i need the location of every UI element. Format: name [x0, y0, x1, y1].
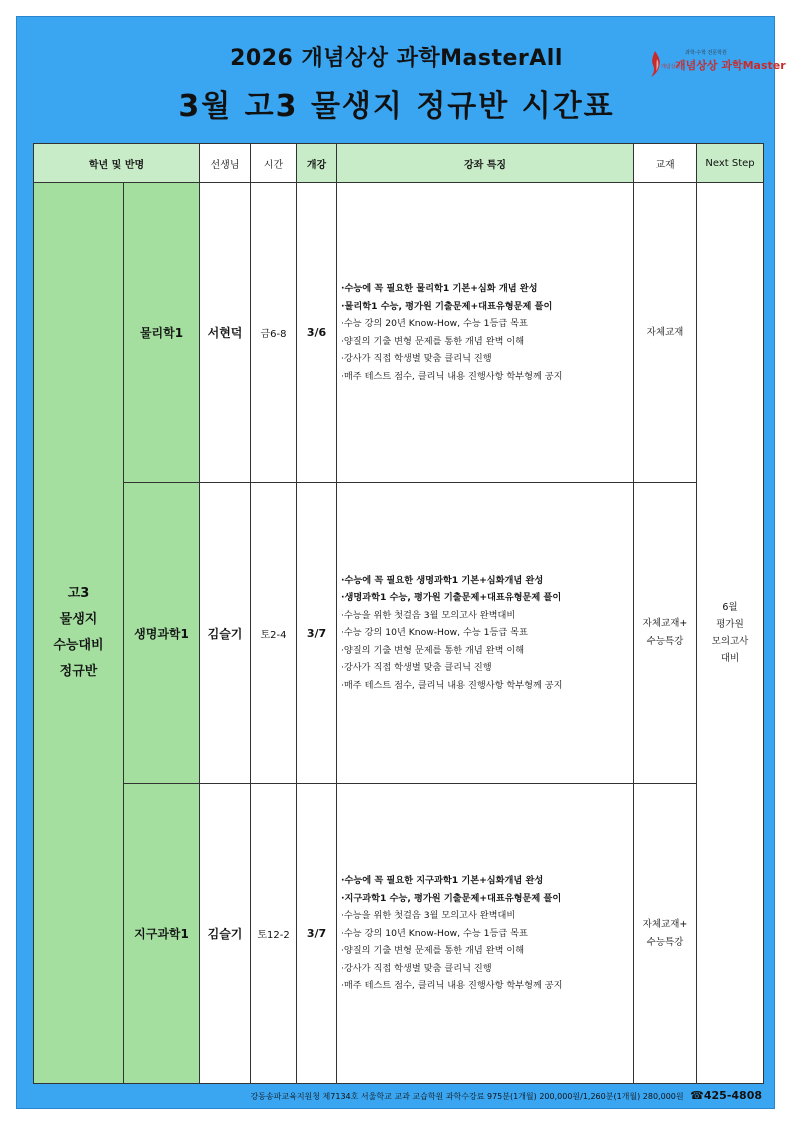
logo-tagline: 과학·수학 전문학원: [685, 50, 727, 56]
textbook-cell: [634, 183, 697, 483]
footer-info: [17, 1089, 762, 1102]
grade-line: 고3: [67, 586, 90, 601]
table-row: [34, 483, 764, 784]
textbook-line: 자체교재+: [642, 918, 688, 930]
feature-line: ·매주 테스트 점수, 클리닉 내용 진행사항 학부형께 공지: [341, 980, 563, 992]
feature-line: ·생명과학1 수능, 평가원 기출문제+대표유형문제 풀이: [341, 592, 562, 604]
teacher-cell: 김슬기: [200, 784, 251, 1084]
feature-line: ·수능 강의 10년 Know-How, 수능 1등급 목표: [341, 927, 528, 939]
header-textbook: 교재: [634, 144, 697, 183]
next-step-line: 평가원: [716, 619, 744, 630]
logo-text: 개념상상 과학Master: [675, 59, 786, 72]
next-step-line: 대비: [720, 653, 740, 664]
feature-line: ·수능 강의 20년 Know-How, 수능 1등급 목표: [341, 318, 528, 329]
textbook-cell: [634, 784, 697, 1084]
feature-line: ·수능에 꼭 필요한 생명과학1 기본+심화개념 완성: [341, 574, 544, 586]
subject-cell: 지구과학1: [124, 784, 200, 1084]
feature-line: ·수능 강의 10년 Know-How, 수능 1등급 목표: [341, 627, 528, 639]
feature-line: ·매주 테스트 점수, 클리닉 내용 진행사항 학부형께 공지: [341, 679, 563, 691]
time-cell: 토2-4: [251, 483, 297, 784]
teacher-cell: 서현덕: [200, 183, 251, 483]
start-date-cell: 3/7: [297, 784, 337, 1084]
feature-line: ·양질의 기출 변형 문제를 통한 개념 완벽 이해: [341, 335, 525, 347]
footer-registration-text: 강동송파교육지원청 제7134호 서울학교 교과 교습학원 과학수강료 975분(1개월) 200,000원/1,260분(1개월) 280,000원: [250, 1092, 684, 1101]
textbook-line: 자체교재+: [642, 618, 688, 629]
feature-line: ·강사가 직접 학생별 맞춤 클리닉 진행: [341, 962, 492, 974]
feature-line: ·양질의 기출 변형 문제를 통한 개념 완벽 이해: [341, 945, 525, 957]
header-teacher: 선생님: [200, 144, 251, 183]
table-header-row: [34, 144, 764, 183]
next-step-line: 6월: [722, 602, 738, 613]
feature-line: ·지구과학1 수능, 평가원 기출문제+대표유형문제 풀이: [341, 892, 562, 904]
logo-small-text: 개념상상: [661, 64, 681, 70]
header-time: 시간: [251, 144, 297, 183]
grade-line: 물생지: [59, 612, 98, 627]
next-step-line: 모의고사: [711, 636, 749, 647]
footer-phone: ☎425-4808: [690, 1089, 762, 1102]
feature-line: ·수능을 위한 첫걸음 3월 모의고사 완벽대비: [341, 609, 516, 621]
grade-class-cell: [34, 183, 124, 1084]
page-frame: [16, 16, 786, 1109]
textbook-line: 수능특강: [646, 636, 684, 647]
brand-logo: [647, 47, 786, 81]
feature-line: ·매주 테스트 점수, 클리닉 내용 진행사항 학부형께 공지: [341, 370, 563, 382]
grade-line: 수능대비: [53, 638, 104, 653]
textbook-line: 수능특강: [646, 936, 684, 948]
header-grade-class: 학년 및 반명: [34, 144, 200, 183]
header-start: 개강: [297, 144, 337, 183]
schedule-table: [33, 143, 764, 1084]
feature-line: ·강사가 직접 학생별 맞춤 클리닉 진행: [341, 353, 492, 364]
time-cell: 금6-8: [251, 183, 297, 483]
next-step-cell: [697, 183, 764, 1084]
feature-line: ·수능에 꼭 필요한 지구과학1 기본+심화개념 완성: [341, 875, 544, 887]
subject-cell: 물리학1: [124, 183, 200, 483]
header-next-step: Next Step: [697, 144, 764, 183]
title-top: 2026 개념상상 과학MasterAll: [230, 46, 563, 71]
title-main: 3월 고3 물생지 정규반 시간표: [178, 89, 615, 124]
start-date-cell: 3/7: [297, 483, 337, 784]
features-cell: [337, 183, 634, 483]
table-row: [34, 784, 764, 1084]
start-date-cell: 3/6: [297, 183, 337, 483]
feature-line: ·강사가 직접 학생별 맞춤 클리닉 진행: [341, 662, 492, 674]
feature-line: ·수능을 위한 첫걸음 3월 모의고사 완벽대비: [341, 910, 516, 922]
table-row: [34, 183, 764, 483]
header-features: 강좌 특징: [337, 144, 634, 183]
teacher-cell: 김슬기: [200, 483, 251, 784]
features-cell: [337, 784, 634, 1084]
feature-line: ·수능에 꼭 필요한 물리학1 기본+심화 개념 완성: [341, 283, 538, 294]
features-cell: [337, 483, 634, 784]
feature-line: ·물리학1 수능, 평가원 기출문제+대표유형문제 풀이: [341, 300, 553, 312]
time-cell: 토12-2: [251, 784, 297, 1084]
subject-cell: 생명과학1: [124, 483, 200, 784]
textbook-line: 자체교재: [646, 326, 684, 338]
feature-line: ·양질의 기출 변형 문제를 통한 개념 완벽 이해: [341, 644, 525, 656]
grade-line: 정규반: [59, 664, 98, 679]
textbook-cell: [634, 483, 697, 784]
